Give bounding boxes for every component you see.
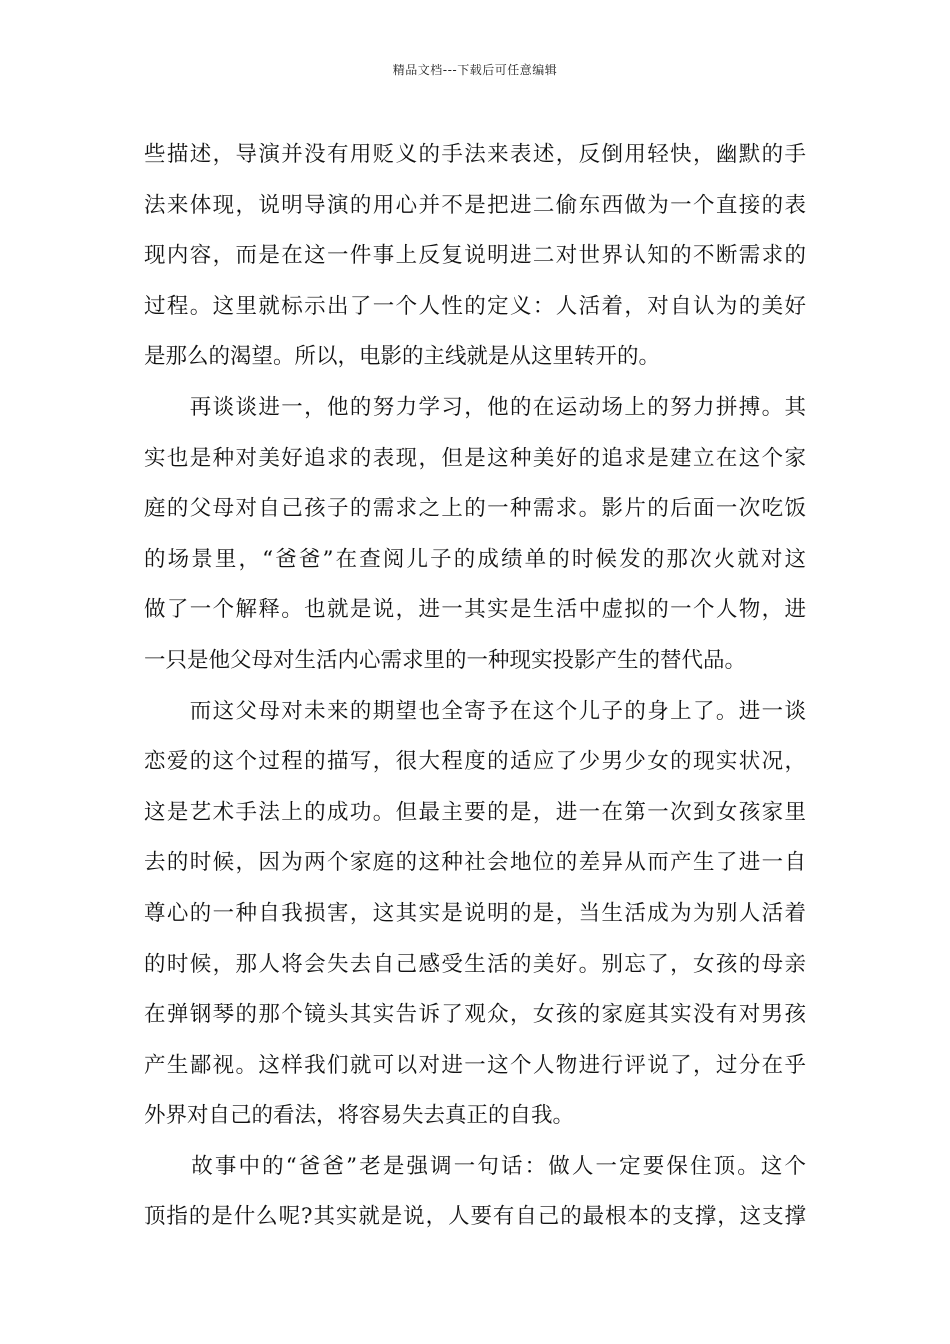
text-line: 庭的父母对自己孩子的需求之上的一种需求。影片的后面一次吃饭 [144, 496, 806, 522]
text-line: 外界对自己的看法，将容易失去真正的自我。 [144, 1103, 575, 1129]
paragraph [144, 687, 806, 1142]
text-line: 故事中的“爸爸”老是强调一句话：做人一定要保住顶。这个 [144, 1153, 806, 1179]
text-line: 顶指的是什么呢?其实就是说，人要有自己的最根本的支撑，这支撑 [144, 1204, 806, 1230]
text-line: 一只是他父母对生活内心需求里的一种现实投影产生的替代品。 [144, 647, 747, 673]
text-line: 尊心的一种自我损害，这其实是说明的是，当生活成为为别人活着 [144, 900, 806, 926]
text-line: 的场景里，“爸爸”在查阅儿子的成绩单的时候发的那次火就对这 [144, 546, 806, 572]
text-line: 过程。这里就标示出了一个人性的定义：人活着，对自认为的美好 [144, 293, 806, 319]
paragraph [144, 383, 806, 687]
paragraph [144, 130, 806, 383]
page-header: 精品文档---下载后可任意编辑 [392, 63, 558, 77]
text-line: 这是艺术手法上的成功。但最主要的是，进一在第一次到女孩家里 [144, 799, 806, 825]
text-line: 些描述，导演并没有用贬义的手法来表述，反倒用轻快，幽默的手 [144, 142, 806, 167]
text-line: 的时候，那人将会失去自己感受生活的美好。别忘了，女孩的母亲 [144, 951, 806, 977]
text-line: 恋爱的这个过程的描写，很大程度的适应了少男少女的现实状况， [144, 749, 806, 775]
text-line: 在弹钢琴的那个镜头其实告诉了观众，女孩的家庭其实没有对男孩 [144, 1002, 806, 1028]
paragraph [144, 1142, 806, 1243]
text-line: 现内容，而是在这一件事上反复说明进二对世界认知的不断需求的 [144, 243, 806, 269]
text-line: 再谈谈进一，他的努力学习，他的在运动场上的努力拼搏。其 [144, 394, 806, 420]
text-line: 产生鄙视。这样我们就可以对进一这个人物进行评说了，过分在乎 [144, 1052, 806, 1078]
text-line: 去的时候，因为两个家庭的这种社会地位的差异从而产生了进一自 [144, 850, 806, 876]
document-body [144, 130, 806, 1243]
text-line: 做了一个解释。也就是说，进一其实是生活中虚拟的一个人物，进 [144, 597, 806, 623]
text-line: 实也是种对美好追求的表现，但是这种美好的追求是建立在这个家 [144, 445, 806, 471]
text-line: 是那么的渴望。所以，电影的主线就是从这里转开的。 [144, 344, 661, 370]
text-line: 而这父母对未来的期望也全寄予在这个儿子的身上了。进一谈 [144, 698, 806, 724]
text-line: 法来体现，说明导演的用心并不是把进二偷东西做为一个直接的表 [144, 192, 806, 218]
